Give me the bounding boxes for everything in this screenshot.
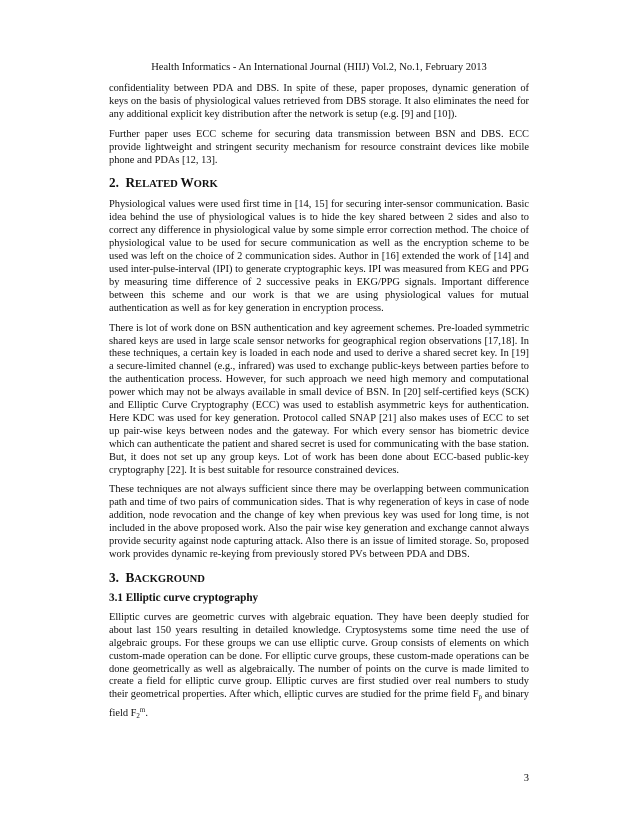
page-number: 3 <box>523 773 529 784</box>
paragraph: These techniques are not always sufficient since there may be overlapping between communication path and time of two pairs of communication sides. That is why regeneration of keys in case of node addition, node revocation and the change of key when previous key was used for long time, is not included in the above proposed work. Also the pair wise key generation and exchange cannot always provide security against node capturing attack. Also there is an issue of limited storage. So, proposed work provides dynamic re-keying from previously stored PVs between PDA and DBS. <box>109 484 529 560</box>
paragraph: Physiological values were used first time in [14, 15] for securing inter-sensor communication. Basic idea behind the use of physiological values is to hide the key shared between 2 sides and also to correct any difference in physiological value by some simple error correction method. The choice of physiological value to be used for secure communication as well as the encryption scheme to be used was left on the choice of 2 communication sides. Author in [16] extended the work of [14] and used inter-pulse-interval (IPI) to generate cryptographic keys. IPI was measured from KEG and PPG by measuring time difference of 2 successive peaks in EKG/PPG signals. Important difference between this scheme and our work is that we are using physiological values for mutual authentication as well as for key generation in encryption process. <box>109 199 529 314</box>
subsection-heading: 3.1 Elliptic curve cryptography <box>109 591 259 604</box>
paragraph: Further paper uses ECC scheme for securing data transmission between BSN and DBS. ECC provide lightweight and stringent security mechanism for resource constraint devices like mobile phone and PDAs [12, 13]. <box>109 128 529 166</box>
paragraph: There is lot of work done on BSN authentication and key agreement schemes. Pre-loaded symmetric shared keys are used in large scale sensor networks for geographical region observations [17,18]. In these techniques, a certain key is loaded in each node and used to derive a shared secret key. In [19] a secure-limited channel (e.g., infrared) was used to exchange public-keys between parties before to the authentication process. However, for such approach we need high memory and computational power which may not be always available in small device of BSN. In [20] self-certified keys (SCK) and Elliptic Curve Cryptography (ECC) was used to establish asymmetric keys for authentication. Here KDC was used for key generation. Protocol called SNAP [21] also makes uses of ECC to set up pair-wise keys between nodes and the gateway. For which every sensor has biometric device which can authenticate the patient and shared secret is used for communicating with the base station. But, it does not set up any group keys. Lot of work has been done about ECC-based public-key cryptography [22]. It is best suitable for resource constrained devices. <box>109 322 529 476</box>
section-heading-background: 3. BACKGROUND <box>109 569 205 585</box>
paragraph: confidentiality between PDA and DBS. In spite of these, paper proposes, dynamic generation of keys on the basis of physiological values retrieved from DBS storage. It also eliminates the need for any additional explicit key distribution after the network is setup (e.g. [9] and [10]). <box>109 83 529 120</box>
body-text <box>109 83 529 730</box>
paragraph: Elliptic curves are geometric curves with algebraic equation. They have been deeply studied for about last 150 years resulting in detailed knowledge. Cryptosystems some time need the use of algebraic groups. For these groups we can use elliptic curve. Group consists of elements on which custom-made operation can be done. For elliptic curve groups, these custom-made operations can be done geometrically as well as algebraically. The number of points on the curve is made limited to create a field for elliptic curve group. Elliptic curves are first studied over real numbers to study their geometrical properties. After which, elliptic curves are studied for the prime field $F_p$ and binary field $F_2^m$. <box>109 611 529 721</box>
section-heading-related-work: 2. RELATED WORK <box>109 175 218 191</box>
running-header: Health Informatics - An International Journal (HIIJ) Vol.2, No.1, February 2013 <box>151 62 487 73</box>
